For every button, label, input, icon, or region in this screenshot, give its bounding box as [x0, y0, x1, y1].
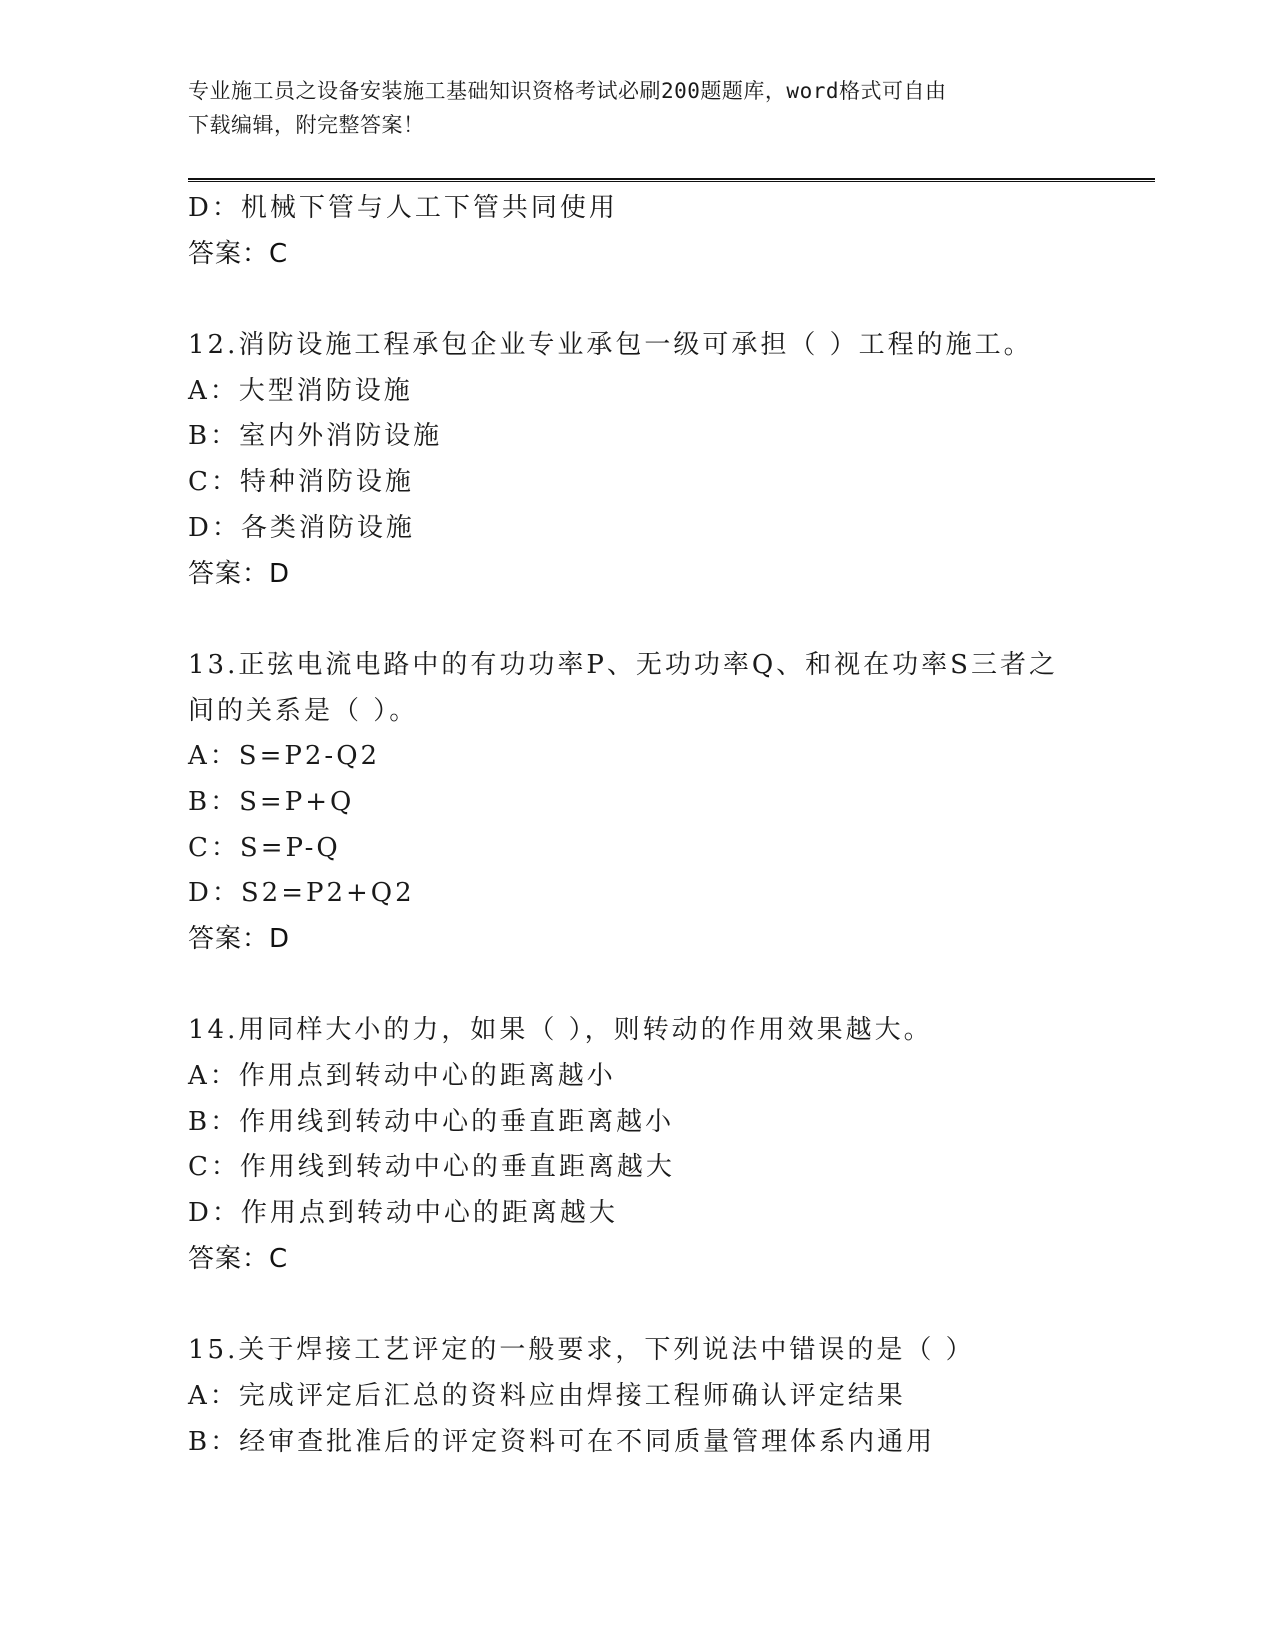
option-a: A：作用点到转动中心的距离越小	[188, 1061, 616, 1092]
question-stem: 15.关于焊接工艺评定的一般要求，下列说法中错误的是（ ）	[188, 1335, 975, 1366]
question-stem-line-1: 13.正弦电流电路中的有功功率P、无功功率Q、和视在功率S三者之	[188, 649, 1058, 680]
option-b: B：经审查批准后的评定资料可在不同质量管理体系内通用	[188, 1426, 936, 1457]
question-12	[188, 323, 1088, 597]
answer-line: 答案：C	[188, 238, 289, 269]
answer-line: 答案：C	[188, 1243, 289, 1274]
page-header	[188, 74, 1068, 142]
option-c: C：特种消防设施	[188, 467, 414, 498]
option-a: A：大型消防设施	[188, 375, 413, 406]
option-b: B：作用线到转动中心的垂直距离越小	[188, 1106, 675, 1137]
option-b: B：S=P+Q	[188, 786, 355, 817]
option-d: D：作用点到转动中心的距离越大	[188, 1198, 618, 1229]
option-d: D：各类消防设施	[188, 512, 415, 543]
answer-line: 答案：D	[188, 924, 291, 954]
header-line-2: 下载编辑，附完整答案！	[188, 113, 425, 137]
previous-question-tail	[188, 186, 1088, 277]
question-15	[188, 1328, 1088, 1465]
answer-line: 答案：D	[188, 558, 291, 589]
option-d: D：机械下管与人工下管共同使用	[188, 193, 618, 223]
option-b: B：室内外消防设施	[188, 421, 443, 452]
header-line-1: 专业施工员之设备安装施工基础知识资格考试必刷200题题库，word格式可自由	[188, 79, 947, 103]
question-14	[188, 1008, 1088, 1282]
option-c: C：作用线到转动中心的垂直距离越大	[188, 1152, 675, 1183]
question-stem: 14.用同样大小的力，如果（ ），则转动的作用效果越大。	[188, 1015, 933, 1046]
header-divider	[188, 178, 1155, 182]
question-stem-line-2: 间的关系是（ ）。	[188, 695, 419, 726]
option-c: C：S=P-Q	[188, 832, 341, 863]
question-13	[188, 643, 1088, 963]
option-d: D：S2=P2+Q2	[188, 878, 415, 909]
question-list	[188, 186, 1088, 1465]
option-a: A：完成评定后汇总的资料应由焊接工程师确认评定结果	[188, 1380, 906, 1411]
question-stem: 12.消防设施工程承包企业专业承包一级可承担（ ）工程的施工。	[188, 330, 1033, 361]
option-a: A：S=P2-Q2	[188, 741, 381, 772]
